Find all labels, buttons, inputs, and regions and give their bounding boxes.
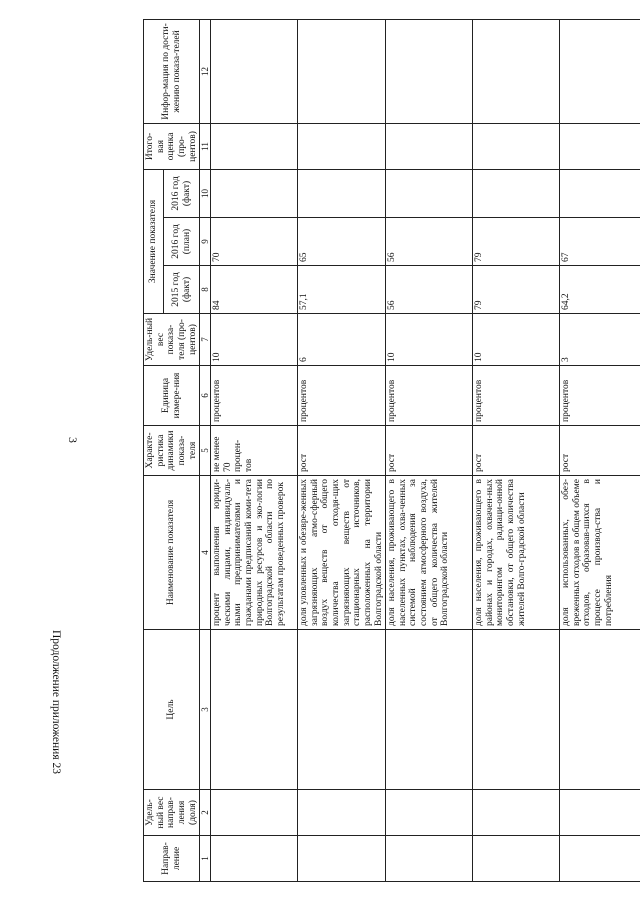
achievement-info-cell <box>560 19 640 123</box>
value-2015-fact-cell: 64,2 <box>560 266 640 314</box>
unit-cell: процентов <box>386 366 473 426</box>
column-number: 5 <box>200 426 211 476</box>
value-2016-plan-cell: 79 <box>473 218 560 266</box>
unit-cell: процентов <box>298 366 386 426</box>
direction-weight-cell <box>473 790 560 836</box>
value-2016-plan-cell: 65 <box>298 218 386 266</box>
goal-cell <box>386 630 473 790</box>
weight-cell: 6 <box>298 314 386 366</box>
value-2016-fact-cell <box>560 169 640 217</box>
unit-cell: процентов <box>211 366 298 426</box>
header-dynamics: Характе-ристика динамики показа-теля <box>144 426 200 476</box>
column-number: 4 <box>200 476 211 630</box>
goal-cell <box>560 630 640 790</box>
weight-cell: 10 <box>386 314 473 366</box>
header-goal: Цель <box>144 630 200 790</box>
direction-weight-cell <box>298 790 386 836</box>
final-score-cell <box>211 123 298 169</box>
indicator-name-cell: процент выполнения юриди-ческими лицами, индивидуаль-ными предпринимателями и гражданами предписаний коми-тета природных ресурсов и эко-логии Волгоградской области по результатам проведенных проверок <box>211 476 298 630</box>
column-number: 6 <box>200 366 211 426</box>
header-unit: Единица измере-ния <box>144 366 200 426</box>
indicator-name-cell: доля уловленных и обезвре-женных загрязняющих атмо-сферный воздух веществ от общего количества отходя-щих загрязняющих веществ от стационарных источников, расположенных на территории Волгоградской области <box>298 476 386 630</box>
header-row <box>144 19 164 881</box>
dynamics-cell: не менее 70 процен-тов <box>211 426 298 476</box>
direction-cell <box>298 836 386 882</box>
final-score-cell <box>560 123 640 169</box>
direction-weight-cell <box>386 790 473 836</box>
dynamics-cell: рост <box>560 426 640 476</box>
page-number: 3 <box>66 437 80 443</box>
header-indicator-weight: Удель-ный вес показа-теля (про-центов) <box>144 314 200 366</box>
column-numbers-row <box>200 19 211 881</box>
column-number: 2 <box>200 790 211 836</box>
table-row <box>473 19 560 881</box>
value-2015-fact-cell: 84 <box>211 266 298 314</box>
achievement-info-cell <box>473 19 560 123</box>
value-2016-fact-cell <box>473 169 560 217</box>
header-2016-plan: 2016 год (план) <box>164 218 200 266</box>
header-value-group: Значение показателя <box>144 169 164 313</box>
weight-cell: 10 <box>473 314 560 366</box>
final-score-cell <box>386 123 473 169</box>
goal-cell <box>211 630 298 790</box>
direction-weight-cell <box>211 790 298 836</box>
column-number: 12 <box>200 19 211 123</box>
achievement-info-cell <box>298 19 386 123</box>
column-number: 10 <box>200 169 211 217</box>
indicators-table <box>143 19 640 882</box>
table-row <box>298 19 386 881</box>
header-indicator-name: Наименование показателя <box>144 476 200 630</box>
value-2016-fact-cell <box>211 169 298 217</box>
column-number: 3 <box>200 630 211 790</box>
direction-cell <box>211 836 298 882</box>
value-2016-fact-cell <box>386 169 473 217</box>
indicator-name-cell: доля населения, проживающего в населенных пунктах, охва-ченных системой наблюдения за состоянием атмосферного воздуха, от общего количества жителей Волгоградской области <box>386 476 473 630</box>
column-number: 1 <box>200 836 211 882</box>
value-2015-fact-cell: 79 <box>473 266 560 314</box>
header-final-score: Итого-вая оценка (про-центов) <box>144 123 200 169</box>
achievement-info-cell <box>386 19 473 123</box>
final-score-cell <box>473 123 560 169</box>
indicator-name-cell: доля использованных, обез-вреженных отходов в общем объеме отходов, образовав-шихся в процессе производ-ства и потребления <box>560 476 640 630</box>
dynamics-cell: рост <box>473 426 560 476</box>
direction-cell <box>386 836 473 882</box>
header-direction-weight: Удель-ный вес направ-ления (доля) <box>144 790 200 836</box>
value-2016-plan-cell: 67 <box>560 218 640 266</box>
table-row <box>386 19 473 881</box>
continuation-note: Продолжение приложения 23 <box>50 630 62 774</box>
goal-cell <box>298 630 386 790</box>
indicator-name-cell: доля населения, проживающего в районах и городах, охвачен-ных мониторингом радиаци-онной обстановки, от общего количества жителей Волго-градской области <box>473 476 560 630</box>
value-2016-plan-cell: 56 <box>386 218 473 266</box>
header-achievement-info: Инфор-мация по дости-жению показа-телей <box>144 19 200 123</box>
column-number: 11 <box>200 123 211 169</box>
direction-cell <box>560 836 640 882</box>
header-2015-fact: 2015 год (факт) <box>164 266 200 314</box>
unit-cell: процентов <box>560 366 640 426</box>
weight-cell: 10 <box>211 314 298 366</box>
column-number: 7 <box>200 314 211 366</box>
unit-cell: процентов <box>473 366 560 426</box>
table-row <box>560 19 640 881</box>
value-2015-fact-cell: 57,1 <box>298 266 386 314</box>
direction-weight-cell <box>560 790 640 836</box>
column-number: 8 <box>200 266 211 314</box>
goal-cell <box>473 630 560 790</box>
column-number: 9 <box>200 218 211 266</box>
table-row <box>211 19 298 881</box>
weight-cell: 3 <box>560 314 640 366</box>
direction-cell <box>473 836 560 882</box>
value-2016-fact-cell <box>298 169 386 217</box>
dynamics-cell: рост <box>386 426 473 476</box>
final-score-cell <box>298 123 386 169</box>
header-direction: Направ-ление <box>144 836 200 882</box>
value-2015-fact-cell: 56 <box>386 266 473 314</box>
header-2016-fact: 2016 год (факт) <box>164 169 200 217</box>
achievement-info-cell <box>211 19 298 123</box>
value-2016-plan-cell: 70 <box>211 218 298 266</box>
dynamics-cell: рост <box>298 426 386 476</box>
